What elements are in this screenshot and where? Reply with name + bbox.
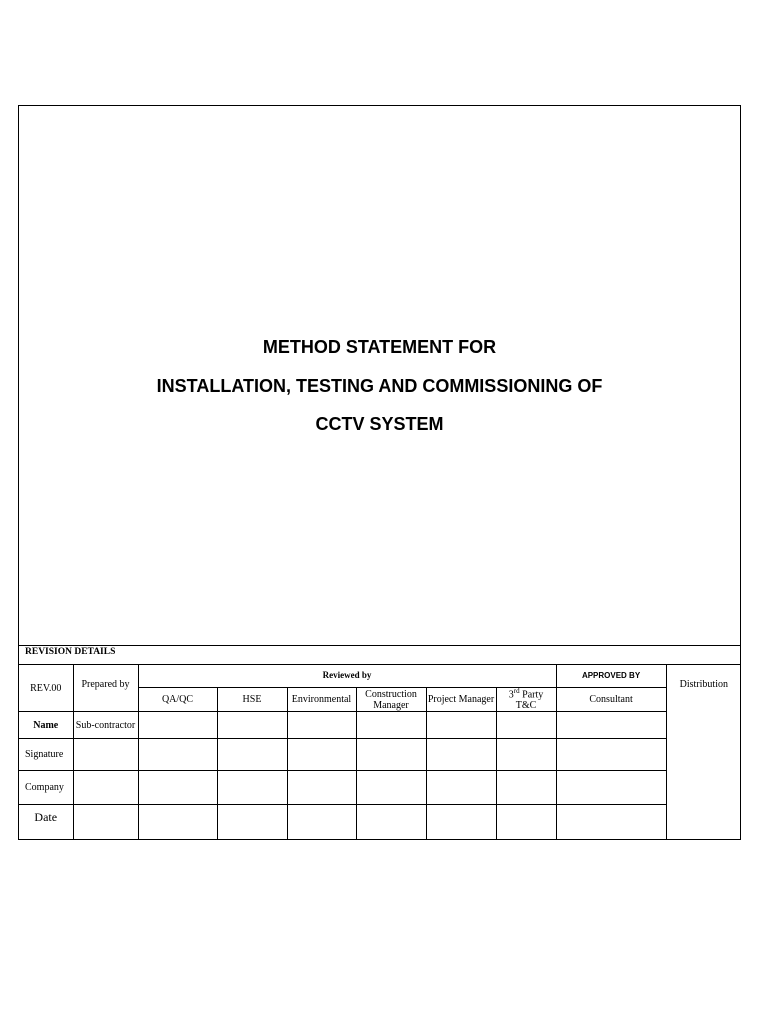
hse-header: HSE <box>217 688 287 712</box>
approved-by-header: APPROVED BY <box>556 665 666 688</box>
date-row-label: Date <box>19 805 73 840</box>
company-cell[interactable] <box>138 771 217 805</box>
third-party-superscript: rd <box>513 687 520 695</box>
title-line-1: METHOD STATEMENT FOR <box>262 337 497 357</box>
signature-cell[interactable] <box>556 739 666 771</box>
name-cell[interactable] <box>426 712 496 739</box>
environmental-header: Environmental <box>287 688 356 712</box>
date-cell[interactable] <box>556 805 666 840</box>
signature-row-label: Signature <box>19 739 73 771</box>
name-cell[interactable] <box>287 712 356 739</box>
title-line-3: CCTV SYSTEM <box>315 414 444 434</box>
company-row-label: Company <box>19 771 73 805</box>
company-cell[interactable] <box>73 771 138 805</box>
name-row-label: Name <box>19 712 73 739</box>
signature-cell[interactable] <box>496 739 556 771</box>
prepared-by-header: Prepared by <box>73 665 138 712</box>
reviewed-by-header: Reviewed by <box>138 665 556 688</box>
date-cell[interactable] <box>217 805 287 840</box>
company-cell[interactable] <box>356 771 426 805</box>
title-line-2: INSTALLATION, TESTING AND COMMISSIONING OF <box>156 375 603 396</box>
company-cell[interactable] <box>556 771 666 805</box>
date-cell[interactable] <box>138 805 217 840</box>
company-cell[interactable] <box>287 771 356 805</box>
date-cell[interactable] <box>356 805 426 840</box>
revision-details-label: REVISION DETAILS <box>19 645 740 665</box>
company-cell[interactable] <box>496 771 556 805</box>
third-party-tc-header <box>496 688 556 712</box>
signature-cell[interactable] <box>356 739 426 771</box>
rev-number: REV.00 <box>19 665 73 712</box>
date-cell[interactable] <box>287 805 356 840</box>
signature-cell[interactable] <box>287 739 356 771</box>
name-cell[interactable] <box>496 712 556 739</box>
document-frame <box>18 105 741 840</box>
consultant-header: Consultant <box>556 688 666 712</box>
qaqc-header: QA/QC <box>138 688 217 712</box>
construction-manager-header: Construction Manager <box>356 688 426 712</box>
signature-cell[interactable] <box>73 739 138 771</box>
project-manager-header: Project Manager <box>426 688 496 712</box>
company-cell[interactable] <box>217 771 287 805</box>
name-cell[interactable] <box>138 712 217 739</box>
name-cell[interactable] <box>217 712 287 739</box>
signature-cell[interactable] <box>217 739 287 771</box>
date-cell[interactable] <box>496 805 556 840</box>
document-title <box>19 328 740 444</box>
date-cell[interactable] <box>426 805 496 840</box>
name-cell[interactable] <box>556 712 666 739</box>
signature-cell[interactable] <box>138 739 217 771</box>
distribution-header: Distribution <box>666 665 741 840</box>
company-cell[interactable] <box>426 771 496 805</box>
third-party-label: Party <box>519 689 544 701</box>
date-cell[interactable] <box>73 805 138 840</box>
third-party-tc-label: T&C <box>515 700 537 712</box>
name-cell[interactable] <box>356 712 426 739</box>
signature-cell[interactable] <box>426 739 496 771</box>
third-party-number: 3 <box>508 689 514 701</box>
sub-contractor-label: Sub-contractor <box>73 712 138 739</box>
revision-table <box>19 664 741 840</box>
